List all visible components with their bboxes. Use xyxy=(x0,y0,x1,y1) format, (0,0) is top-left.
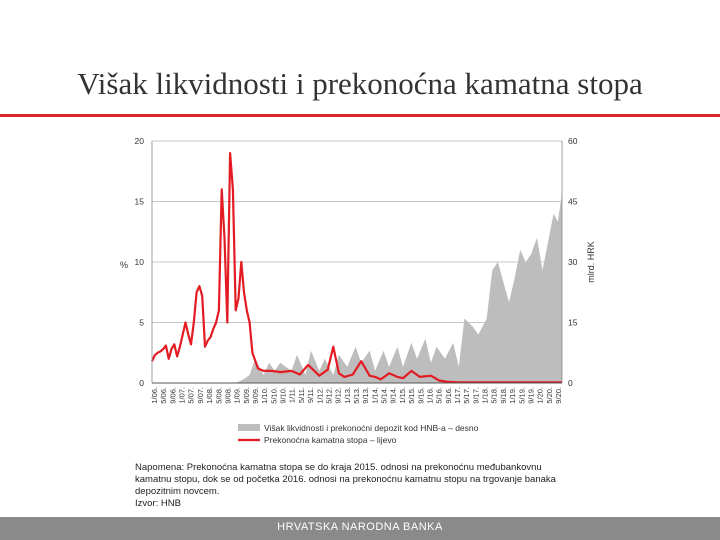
x-tick-label: 1/08. xyxy=(205,387,215,404)
left-axis-label: % xyxy=(120,260,129,270)
x-tick-label: 9/19. xyxy=(526,387,536,404)
x-tick-label: 9/07. xyxy=(195,386,205,404)
x-tick-label: 9/15. xyxy=(416,387,426,404)
x-tick-label: 5/14. xyxy=(379,386,389,404)
legend-label-area: Višak likvidnosti i prekonoćni depozit kod HNB-a – desno xyxy=(264,423,479,433)
x-tick-label: 5/11. xyxy=(296,386,306,404)
x-tick-label: 1/15. xyxy=(397,386,407,404)
right-axis-label: mlrd. HRK xyxy=(586,241,596,283)
right-tick-label: 30 xyxy=(568,257,578,267)
note-line: Napomena: Prekonoćna kamatna stopa se do kraja 2015. odnosi na prekonoćnu međubankovnu xyxy=(135,462,542,473)
x-tick-label: 1/18. xyxy=(480,386,490,404)
right-tick-label: 15 xyxy=(568,317,578,328)
legend-label-line: Prekonoćna kamatna stopa – lijevo xyxy=(264,435,397,445)
x-tick-label: 5/13. xyxy=(352,387,361,404)
x-tick-label: 1/10. xyxy=(260,387,270,404)
left-tick-label: 15 xyxy=(134,196,144,207)
x-tick-label: 5/16. xyxy=(434,386,444,404)
series-area-excess-liquidity xyxy=(152,193,562,383)
x-tick-label: 9/17. xyxy=(471,387,481,404)
x-tick-label: 5/10. xyxy=(269,387,279,404)
legend-swatch-area xyxy=(238,424,260,431)
chart-note xyxy=(135,462,575,510)
x-tick-label: 5/17. xyxy=(462,387,472,404)
left-tick-label: 10 xyxy=(134,257,144,267)
slide-title: Višak likvidnosti i prekonoćna kamatna stopa xyxy=(77,66,643,101)
left-tick-label: 5 xyxy=(139,317,144,328)
x-tick-label: 1/11. xyxy=(287,386,297,404)
x-tick-label: 5/19. xyxy=(517,387,527,404)
source-line: Izvor: HNB xyxy=(135,498,181,509)
x-tick-label: 1/06. xyxy=(150,387,159,404)
x-tick-label: 9/20. xyxy=(554,387,563,404)
x-tick-label: 1/16. xyxy=(425,387,435,404)
x-tick-label: 9/16. xyxy=(443,386,453,404)
x-tick-label: 1/14. xyxy=(370,387,380,404)
right-tick-label: 45 xyxy=(568,196,578,207)
x-tick-label: 5/09. xyxy=(241,386,251,404)
x-tick-label: 1/07. xyxy=(177,386,187,404)
note-line: kamatnu stopu, dok se od početka 2016. odnosi na prekonoćnu kamatnu stopu na trgovanje banaka xyxy=(135,474,556,485)
x-tick-label: 9/13. xyxy=(361,387,371,404)
x-tick-label: 9/08. xyxy=(223,387,233,404)
x-tick-label: 9/12. xyxy=(333,386,343,404)
footer-bar xyxy=(0,517,720,540)
x-tick-label: 9/06. xyxy=(168,387,178,404)
x-tick-label: 1/09. xyxy=(232,386,242,404)
right-tick-label: 60 xyxy=(568,136,578,146)
x-tick-label: 5/08. xyxy=(214,387,224,404)
x-tick-label: 1/17. xyxy=(453,387,462,404)
x-tick-label: 5/07. xyxy=(186,386,196,404)
x-tick-label: 5/12. xyxy=(324,387,334,404)
right-tick-label: 0 xyxy=(568,378,573,388)
x-tick-label: 9/18. xyxy=(498,386,508,404)
x-tick-label: 5/15. xyxy=(407,387,417,404)
x-tick-label: 5/06. xyxy=(159,387,169,404)
x-tick-label: 5/20. xyxy=(544,386,554,404)
x-tick-label: 1/12. xyxy=(315,387,325,404)
note-line: depozitnim novcem. xyxy=(135,486,220,497)
x-tick-label: 1/19. xyxy=(508,387,518,404)
left-tick-label: 0 xyxy=(139,378,144,388)
x-tick-label: 9/09. xyxy=(251,387,260,404)
x-tick-label: 9/10. xyxy=(278,386,288,404)
x-tick-label: 9/14. xyxy=(388,386,398,404)
x-tick-label: 9/11. xyxy=(306,387,316,404)
x-tick-label: 1/13. xyxy=(342,386,352,404)
left-tick-label: 20 xyxy=(134,136,144,146)
footer-text: HRVATSKA NARODNA BANKA xyxy=(277,521,443,533)
x-tick-label: 1/20. xyxy=(535,386,545,404)
x-tick-label: 5/18. xyxy=(489,386,499,404)
